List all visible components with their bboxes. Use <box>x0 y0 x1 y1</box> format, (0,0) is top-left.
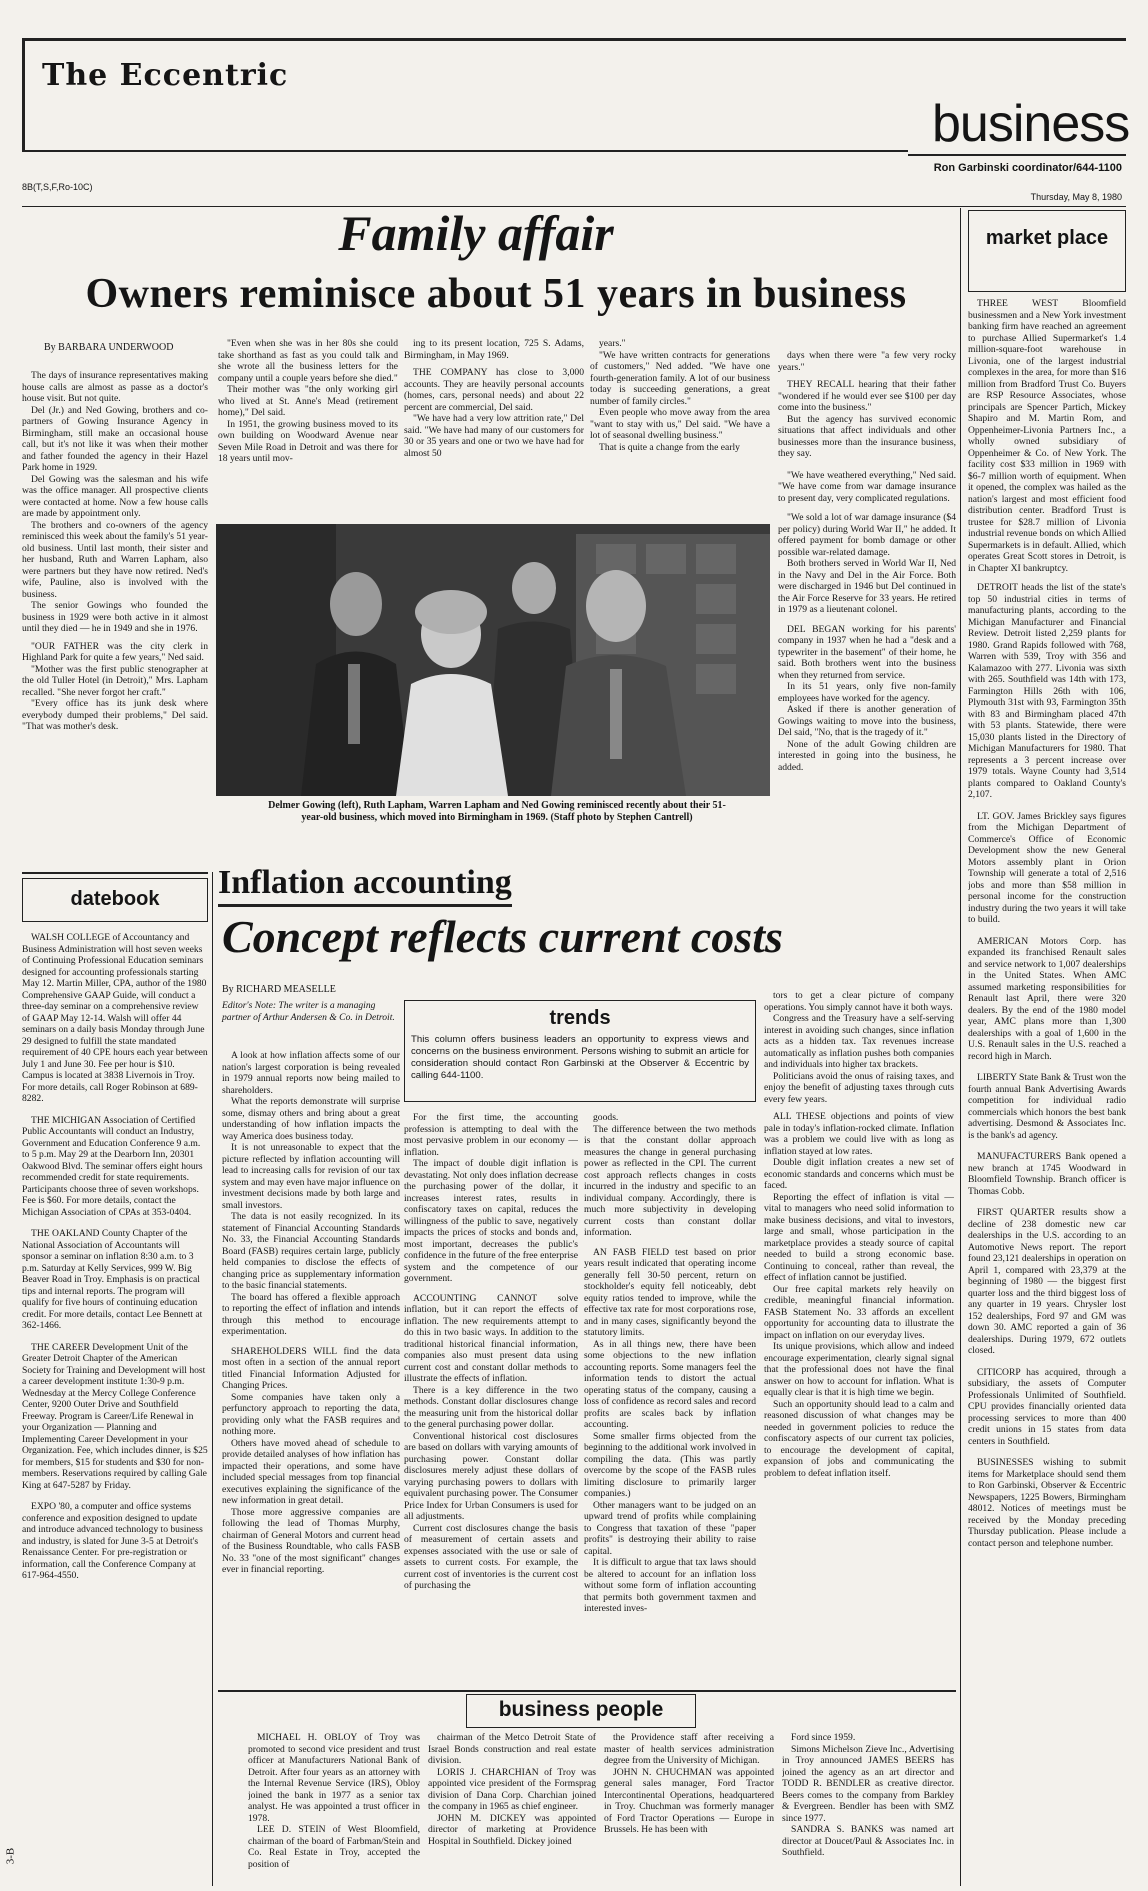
market-item: CITICORP has acquired, through a subsidiary, the assets of Computer Professionals Unlimited of Southfield. CPU provides financially oriented data processing services to more than 400 credit unions in 15 states from data centers in Southfield. <box>968 1366 1126 1447</box>
top-rule <box>22 38 1126 41</box>
paragraph: It is not unreasonable to expect that the picture reflected by inflation accounting will lead to increasing calls for revision of our tax system and may even have major influence on investment decisions made by both large and small investors. <box>222 1142 400 1211</box>
paragraph: "We have weathered everything," Ned said. "We have come from war damage insurance to present day, very complicated regulations. <box>778 469 956 504</box>
lead-photo-image <box>216 524 770 796</box>
market-item: THREE WEST Bloomfield businessmen and a New York investment banking firm have reached an agreement to purchase Allied Supermarket's 1.4 million-square-foot warehouse in Livonia, one of the largest industrial complexes in the area, for more than $16 million from Bradford Trust Co. Buyers are RSP Resource Associates, whose principals are Spencer Partich, Mickey Shapiro and M. Martin Rom, and Oppenheimer-Livonia Partners Inc., a wholly owned subsidiary of Oppenheimer & Co. of New York. The facility cost $33 million in 1969 with $6-7 million worth of equipment. When it opened, the complex was hailed as the nation's largest and most efficient food distribution center. Bradford Trust is trustee for $28.7 million of Livonia industrial revenue bonds on which Allied Supermarkets is in default. Allied, which operates Great Scott stores in Detroit, is in Chapter XI bankruptcy. <box>968 298 1126 574</box>
paragraph: Its unique provisions, which allow and indeed encourage experimentation, clearly signal signal that the professional does not have the final answer on how to account for inflation. What is equally clear is that it is high time we begin. <box>764 1341 954 1398</box>
paragraph: It is difficult to argue that tax laws should be altered to account for an inflation loss without some form of inflation accounting that permits both government taxmen and interested inves- <box>584 1557 756 1614</box>
people-top-rule <box>218 1690 956 1692</box>
lead-photo <box>216 524 770 796</box>
paragraph: As in all things new, there have been some objections to the new inflation accounting reports. Some managers feel the information tends to distort the actual operating status of the company, causing a loss of confidence as record sales and record profits are scales back by inflation accounting. <box>584 1338 756 1430</box>
datebook-item: THE OAKLAND County Chapter of the National Association of Accountants will sponsor a seminar on inflation 8:30 a.m. to 3 p.m. Saturday at Kelly Services, 999 W. Big Beaver Road in Troy. Emphasis is on practical tips and internal reports. The program will qualify for five hours of continuing education credit. For more details, contact Lee Bennett at 362-1466. <box>22 1228 203 1331</box>
paragraph: Some smaller firms objected from the beginning to the additional work involved in compiling the data. (This was partly overcome by the scope of the FASB rules limiting disclosure to primarily larger companies.) <box>584 1430 756 1499</box>
paragraph: The brothers and co-owners of the agency reminisced this week about the family's 51 year-old business. Until last month, their sister and her husband, Ruth and Warren Lapham, also were partners but they have now retired. Ned's wife, Pauline, also is involved with the business. <box>22 519 208 600</box>
lead-byline: By BARBARA UNDERWOOD <box>44 342 174 353</box>
issue-date: Thursday, May 8, 1980 <box>1030 192 1122 202</box>
datebook-item: WALSH COLLEGE of Accountancy and Business Administration will host seven weeks of Continuing Professional Education seminars designed for accounting professionals starting May 12. Martin Miller, CPA, author of the 1980 Comprehensive GAAP Guide, will conduct a three-day seminar on a comprehensive review of GAAP May 12-14. Walsh will offer 44 seminars on a daily basis Monday through June 29 designed to fulfill the state mandated requirement of 40 CPE hours each year between July 1 and June 30. Fee per hour is $10. Campus is located at 3838 Livernois in Troy. For more details, call Roger Robinson at 689-8282. <box>22 932 208 1104</box>
paragraph: Our free capital markets rely heavily on credible, meaningful financial information. FASB Statement No. 33 affords an excellent opportunity for accounting data to illustrate the impact on inflation on our everyday lives. <box>764 1283 954 1341</box>
paragraph: The board has offered a flexible approach to reporting the effect of inflation and intends through this method to encourage experimentation. <box>222 1291 400 1337</box>
paragraph: AN FASB FIELD test based on prior years result indicated that operating income generally fell 30-50 percent, return on stockholder's equity fell noticeably, debt equity ratios tended to improve, while the effective tax rate for most corporations rose, and in many cases, significantly beyond the statutory limits. <box>584 1246 756 1338</box>
datebook-item: THE CAREER Development Unit of the Greater Detroit Chapter of the American Society for Training and Development will host a career development institute 1:30-9 p.m. Wednesday at the Mercy College Conference Center, 9200 Outer Drive and Southfield Freeway. Program is Career/Life Renewal in your Organization — Planning and Implementing Career Development in your Organization. Fee, which includes dinner, is $25 for members, $15 for students and $30 for non-members. Reservations required by calling Gale King at 647-5287 by Friday. <box>22 1341 208 1491</box>
inflation-headline: Concept reflects current costs <box>222 911 783 962</box>
paragraph: Both brothers served in World War II, Ned in the Navy and Del in the Air Force. Both were discharged in 1946 but Del continued in the Air Force Reserve for 33 years. He retired in 1979 as a lieutenant colonel. <box>778 558 956 615</box>
paragraph: Del (Jr.) and Ned Gowing, brothers and co-partners of Gowing Insurance Agency in Birmingham, still make an occasional house call, but it's not like it was when their mother and father founded the agency in their Hazel Park home in 1929. <box>22 404 208 473</box>
paragraph: "OUR FATHER was the city clerk in Highland Park for quite a few years," Ned said. <box>22 640 208 663</box>
inflation-kicker: Inflation accounting <box>218 864 512 907</box>
paragraph: In its 51 years, only five non-family employees have worked for the agency. <box>778 681 956 704</box>
paragraph: ing to its present location, 725 S. Adams, Birmingham, in May 1969. <box>404 338 584 361</box>
paragraph: ACCOUNTING CANNOT solve inflation, but it can report the effects of inflation. The new requirements attempt to do this in two basic ways. In addition to the traditional historical financial information, companies also must present data using current cost and constant dollar methods to illustrate the effects of inflation. <box>404 1292 578 1384</box>
masthead-title: The Eccentric <box>42 58 289 93</box>
paragraph: Reporting the effect of inflation is vital — vital to managers who need solid information to make business decisions, and vital to investors, large and small, whose participation in the marketplace provides a steady source of capital needed to build a strong economic base. Continuing to conceal, rather than reveal, the effect of inflation cannot be justified. <box>764 1191 954 1283</box>
editors-note: Editor's Note: The writer is a managing partner of Arthur Andersen & Co. in Detroit. <box>222 1000 395 1023</box>
people-column-4 <box>782 1732 954 1886</box>
paragraph: LEE D. STEIN of West Bloomfield, chairman of the board of Farbman/Stein and Co. Real Estate in Troy, accepted the position of <box>248 1824 420 1870</box>
coordinator-line: Ron Garbinski coordinator/644-1100 <box>933 162 1122 174</box>
market-item: LIBERTY State Bank & Trust won the fourth annual Bank Advertising Awards competition for individual radio commercials which honors the best bank advertising. Desmond & Associates Inc. is the bank's ad agency. <box>968 1072 1126 1141</box>
inflation-column-4 <box>764 990 954 1688</box>
people-column-2 <box>428 1732 596 1886</box>
paragraph: THE COMPANY has close to 3,000 accounts. They are heavily personal accounts (homes, cars, personal needs) and about 22 percent are commercial, Del said. <box>404 367 584 413</box>
paragraph: That is quite a change from the early <box>599 441 740 453</box>
paragraph: JOHN N. CHUCHMAN was appointed general sales manager, Ford Tractor Intercontinental Operations, headquartered in Troy. Chuchman was formerly manager of Ford Tractor Operations — Europe in Brussels. He has been with <box>604 1766 774 1835</box>
paragraph: SHAREHOLDERS WILL find the data most often in a section of the annual report titled Financial Information Adjusted for Changing Prices. <box>222 1345 400 1391</box>
lead-column-4 <box>590 338 770 518</box>
datebook-column <box>22 932 208 1886</box>
paragraph: The difference between the two methods is that the constant dollar approach measures the change in general purchasing power as reflected in the CPI. The current cost approach reflects changes in costs incurred in the industry and specific to an individual company. Accordingly, there is much more subjectivity in developing current costs than constant dollar information. <box>584 1123 756 1238</box>
paragraph: chairman of the Metco Detroit State of Israel Bonds construction and real estate division. <box>428 1732 596 1766</box>
edition-code: 8B(T,S,F,Ro-10C) <box>22 182 93 192</box>
page-number-mark: 3-B <box>4 1847 17 1865</box>
paragraph: Conventional historical cost disclosures are based on dollars with varying amounts of purchasing power. Constant dollar disclosures merely adjust these dollars of varying purchasing powers to dollars with equivalent purchasing power. The Consumer Price Index for Urban Consumers is used for all adjustments. <box>404 1430 578 1522</box>
paragraph: "Even when she was in her 80s she could take shorthand as fast as you could talk and she wrote all the business letters for the company until a couple years before she died." <box>218 338 398 384</box>
paragraph: Those more aggressive companies are following the lead of Thomas Murphy, chairman of General Motors and current head of the Business Roundtable, who calls FASB No. 33 "one of the most significant" changes ever in financial reporting. <box>222 1506 400 1575</box>
people-header <box>466 1694 696 1728</box>
paragraph: What the reports demonstrate will surprise some, dismay others and bring about a great understanding of how inflation impacts the way America does business today. <box>222 1096 400 1142</box>
lead-photo-caption: Delmer Gowing (left), Ruth Lapham, Warren Lapham and Ned Gowing reminisced recently about their 51-year-old business, which moved into Birmingham in 1969. (Staff photo by Stephen Cantrell) <box>268 800 726 823</box>
datebook-top-rule <box>22 872 208 874</box>
paragraph: Other managers want to be judged on an upward trend of profits while complaining to Congress that taxation of these "paper profits" is destroying their ability to raise capital. <box>584 1499 756 1557</box>
market-place-column <box>968 298 1126 1886</box>
market-item: LT. GOV. James Brickley says figures from the Michigan Department of Commerce's Office of Economic Development show the new General Motors assembly plant in Orion Township will generate a total of 2,516 jobs and more than $58 million in personal income for the construction industry during the two years it will take to build. <box>968 810 1126 925</box>
paragraph: the Providence staff after receiving a master of health services administration degree from the University of Michigan. <box>604 1732 774 1766</box>
paragraph: SANDRA S. BANKS was named art director at Doucet/Paul & Associates Inc. in Southfield. <box>782 1824 954 1858</box>
inflation-column-1 <box>222 1050 400 1688</box>
inflation-column-2 <box>404 1112 578 1688</box>
paragraph: LORIS J. CHARCHIAN of Troy was appointed vice president of the Formsprag division of Dana Corp. Charchian joined the company in 1965 as chief engineer. <box>428 1766 596 1812</box>
paragraph: The senior Gowings who founded the business in 1929 were both active in it almost until they died — he in 1949 and she in 1976. <box>22 600 208 634</box>
paragraph: Simons Michelson Zieve Inc., Advertising in Troy announced JAMES BEERS has joined the agency as an art director and TODD R. BENDLER as creative director. Beers comes to the company from Barkley & Evergreen. Bendler has been with SMZ since 1977. <box>782 1743 954 1824</box>
paragraph: MICHAEL H. OBLOY of Troy was promoted to second vice president and trust officer at Manufacturers National Bank of Detroit. After four years as an attorney with the Internal Revenue Service (IRS), Obloy joined the bank in 1977 as a senior tax analyst. He was appointed a trust officer in 1978. <box>248 1732 420 1824</box>
paragraph: In 1951, the growing business moved to its own building on Woodward Avenue near Seven Mile Road in Detroit and was there for 18 years until mov- <box>218 418 398 464</box>
paragraph: Even people who move away from the area "want to stay with us," Del said. "We have a lot of seasonal dwelling business." <box>590 407 770 441</box>
datebook-title: datebook <box>70 888 160 910</box>
paragraph: years." <box>599 338 626 349</box>
market-item: MANUFACTURERS Bank opened a new branch at 1745 Woodward in Bloomfield Township. Branch officer is Thomas Cobb. <box>968 1151 1126 1197</box>
paragraph: "We have written contracts for generations of customers," Ned added. "We have one fourth-generation family. A lot of our business today is succeeding generations, a great number of family circles." <box>590 349 770 407</box>
paragraph: Their mother was "the only working girl who lived at St. Anne's Mead (retirement home)," Del said. <box>218 384 398 418</box>
lead-column-2 <box>218 338 398 518</box>
paragraph: tors to get a clear picture of company operations. You simply cannot have it both ways. <box>764 990 954 1013</box>
datebook-right-rule <box>212 872 213 1886</box>
lead-column-5 <box>778 350 956 872</box>
paragraph: ALL THESE objections and points of view pale in today's inflation-rocked climate. Inflation was a problem we could live with as long as inflation stayed at low rates. <box>764 1111 954 1157</box>
lead-headline: Owners reminisce about 51 years in business <box>85 271 907 317</box>
lead-column-3 <box>404 338 584 518</box>
paragraph: The days of insurance representatives making house calls are almost as passe as a doctor's house visit. But not quite. <box>22 370 208 404</box>
masthead-bottom-rule <box>22 150 908 152</box>
paragraph: None of the adult Gowing children are interested in going into the business, he added. <box>778 738 956 773</box>
paragraph: Some companies have taken only a perfunctory approach to reporting the data, providing only what the FASB requires and nothing more. <box>222 1391 400 1437</box>
paragraph: Current cost disclosures change the basis of measurement of certain assets and expenses associated with the use or sale of assets to current costs. For example, the current cost of inventories is the current cost of purchasing the <box>404 1522 578 1591</box>
paragraph: days when there were "a few very rocky years." <box>778 350 956 373</box>
market-place-header <box>968 210 1126 292</box>
section-title: business <box>932 95 1130 153</box>
datebook-item: THE MICHIGAN Association of Certified Public Accountants will conduct an Industry, Government and Education Conference 9 a.m. to 5 p.m. May 29 at the Dearborn Inn, 20301 Oakwood Blvd. The seminar offers eight hours recommended credit for state requirements. Participants choose three of seven workshops. Fee is $60. For more details, contact the Michigan Association of CPAs at 353-0404. <box>22 1114 203 1218</box>
paragraph: A look at how inflation affects some of our nation's largest corporation is being revealed in 1979 annual reports now being mailed to shareholders. <box>222 1050 400 1096</box>
paragraph: There is a key difference in the two methods. Constant dollar disclosures change the measuring unit from the historical dollar to the general purchasing power dollar. <box>404 1384 578 1430</box>
paragraph: "Every office has its junk desk where everybody dumped their problems," Del said. "That was mother's desk. <box>22 698 208 732</box>
datebook-item: EXPO '80, a computer and office systems conference and exposition designed to update and introduce advanced technology to business and industry, is slated for June 3-5 at Detroit's Renaissance Center. For pre-registration or information, call the Conference Company at 617-964-4550. <box>22 1501 203 1581</box>
market-item: FIRST QUARTER results show a decline of 238 domestic new car dealerships in the U.S. according to an Automotive News report. The report found 23,121 dealerships in operation on April 1, compared with 23,379 at the beginning of 1980 — the biggest first quarter loss and the third biggest loss of any quarter in 19 years. Chrysler lost 152 dealerships, Ford 97 and GM was down 30. AMC reported a gain of 36 dealerships. During 1979, 672 outlets closed. <box>968 1207 1126 1356</box>
paragraph: The data is not easily recognized. In its statement of Financial Accounting Standards No. 33, the Financial Accounting Standards Board (FASB) requires certain large, publicly held companies to disclose the effects of changing price as supplementary information to the basic financial statements. <box>222 1211 400 1291</box>
trends-box <box>404 1000 756 1102</box>
market-place-title: market place <box>985 227 1109 249</box>
lead-kicker: Family affair <box>338 205 614 261</box>
datebook-header <box>22 878 208 922</box>
market-item: DETROIT heads the list of the state's top 50 industrial cities in terms of manufacturing plants, according to the Michigan Manufacturer and Financial Review. Detroit listed 2,259 plants for 1980. Grand Rapids followed with 768, Warren with 539, Troy with 356 and Kalamazoo with 277. Livonia was sixth with 265. Southfield was 14th with 173, Farmington Hills 26th with 106, Plymouth 31st with 93, Farmington 35th with 83 and Birmingham placed 47th with 53 plants. Statewide, there were 15,030 plants listed in the Directory of Michigan Manufacturers for 1980. That represents a 3 percent increase over 1979 totals. Wayne County had 3,514 plants compared to Oakland County's 2,107. <box>968 582 1126 800</box>
inflation-column-3 <box>584 1112 756 1688</box>
paragraph: Double digit inflation creates a new set of economic standards and concerns which must be faced. <box>764 1157 954 1191</box>
section-rule <box>908 154 1126 156</box>
paragraph: THEY RECALL hearing that their father "wondered if he would ever see $100 per day come into the business." <box>778 379 956 413</box>
market-item: AMERICAN Motors Corp. has expanded its franchised Renault sales and service network to 1,007 dealerships in the United States. When AMC assumed marketing responsibilities for Renault last April, there were 320 dealers. By the end of the 1980 model year, AMC plans more than 1,300 dealerships with a goal of 1,600 in the U.S. Renault sales in the U.S. reached a record high in March. <box>968 935 1126 1062</box>
paragraph: The impact of double digit inflation is devastating. Not only does inflation decrease the purchasing power of the dollar, it increases interest rates, results in confiscatory taxes on capital, reduces the willingness of the public to save, negatively impacts the prices of stocks and bonds and, most important, decreases the public's confidence in the future of the free enterprise system and the competence of our government. <box>404 1158 578 1284</box>
lead-column-1 <box>22 370 208 872</box>
people-column-1 <box>248 1732 420 1886</box>
trends-title: trends <box>549 1007 611 1029</box>
paragraph: Such an opportunity should lead to a calm and reasoned discussion of what changes may be needed in government policies to reduce the confiscatory aspects of our current tax policies, to encourage the development of capital, expansion of jobs and communicating the problem to defeat inflation itself. <box>764 1398 954 1479</box>
paragraph: Congress and the Treasury have a self-serving interest in avoiding such changes, since inflation acts as a hidden tax. Tax revenues increase automatically as inflation pushes both companies and individuals into higher tax brackets. <box>764 1013 954 1070</box>
paragraph: goods. <box>593 1112 619 1123</box>
paragraph: Others have moved ahead of schedule to provide detailed analyses of how inflation has impacted their operations, and some have included special messages from top financial executives explaining the significance of the new information in great detail. <box>222 1437 400 1506</box>
paragraph: "We sold a lot of war damage insurance ($4 per policy) during World War II," he added. It offered payment for bomb damage or other possible war-related damage. <box>778 512 956 558</box>
masthead-left-bar <box>22 38 25 150</box>
paragraph: "Mother was the first public stenographer at the old Tuller Hotel (in Detroit)," Mrs. Lapham recalled. "She never forgot her craft." <box>22 663 208 698</box>
market-item: BUSINESSES wishing to submit items for Marketplace should send them to Ron Garbinski, Observer & Eccentric Newspapers, 1225 Bowers, Birmingham 48012. Notices of meetings must be received by the Monday preceding Thursday publication. Please include a contact person and telephone number. <box>968 1457 1126 1549</box>
people-column-3 <box>604 1732 774 1886</box>
paragraph: For the first time, the accounting profession is attempting to deal with the most pervasive problem in our economy — inflation. <box>404 1112 578 1158</box>
paragraph: But the agency has survived economic situations that affect individuals and other businesses more than the insurance business, they say. <box>778 413 956 459</box>
paragraph: Del Gowing was the salesman and his wife was the office manager. All prospective clients were contacted at home. Now a few house calls are made by appointment only. <box>22 473 208 519</box>
inflation-byline: By RICHARD MEASELLE <box>222 984 336 995</box>
paragraph: Asked if there is another generation of Gowings waiting to move into the business, Del said, "No, that is the tragedy of it." <box>778 704 956 738</box>
paragraph: Politicians avoid the onus of raising taxes, and enjoy the benefit of adjusting taxes through cuts every few years. <box>764 1070 954 1105</box>
paragraph: Ford since 1959. <box>791 1732 856 1743</box>
paragraph: "We have had a very low attrition rate," Del said. "We have had many of our customers for 30 or 35 years and one or two we have had for almost 50 <box>404 413 584 459</box>
trends-text: This column offers business leaders an opportunity to express views and concerns on the business environment. Persons wishing to submit an article for consideration should contact Ron Garbinski at the Observer & Eccentric by calling 644-1100. <box>411 1034 749 1081</box>
paragraph: JOHN M. DICKEY was appointed director of marketing at Providence Hospital in Southfield. Dickey joined <box>428 1812 596 1847</box>
paragraph: DEL BEGAN working for his parents' company in 1937 when he had a "desk and a typewriter in the basement" of their home, he said. Both brothers went into the business when they returned from service. <box>778 623 956 681</box>
people-title: business people <box>498 1698 664 1721</box>
market-place-left-rule <box>960 208 961 1886</box>
